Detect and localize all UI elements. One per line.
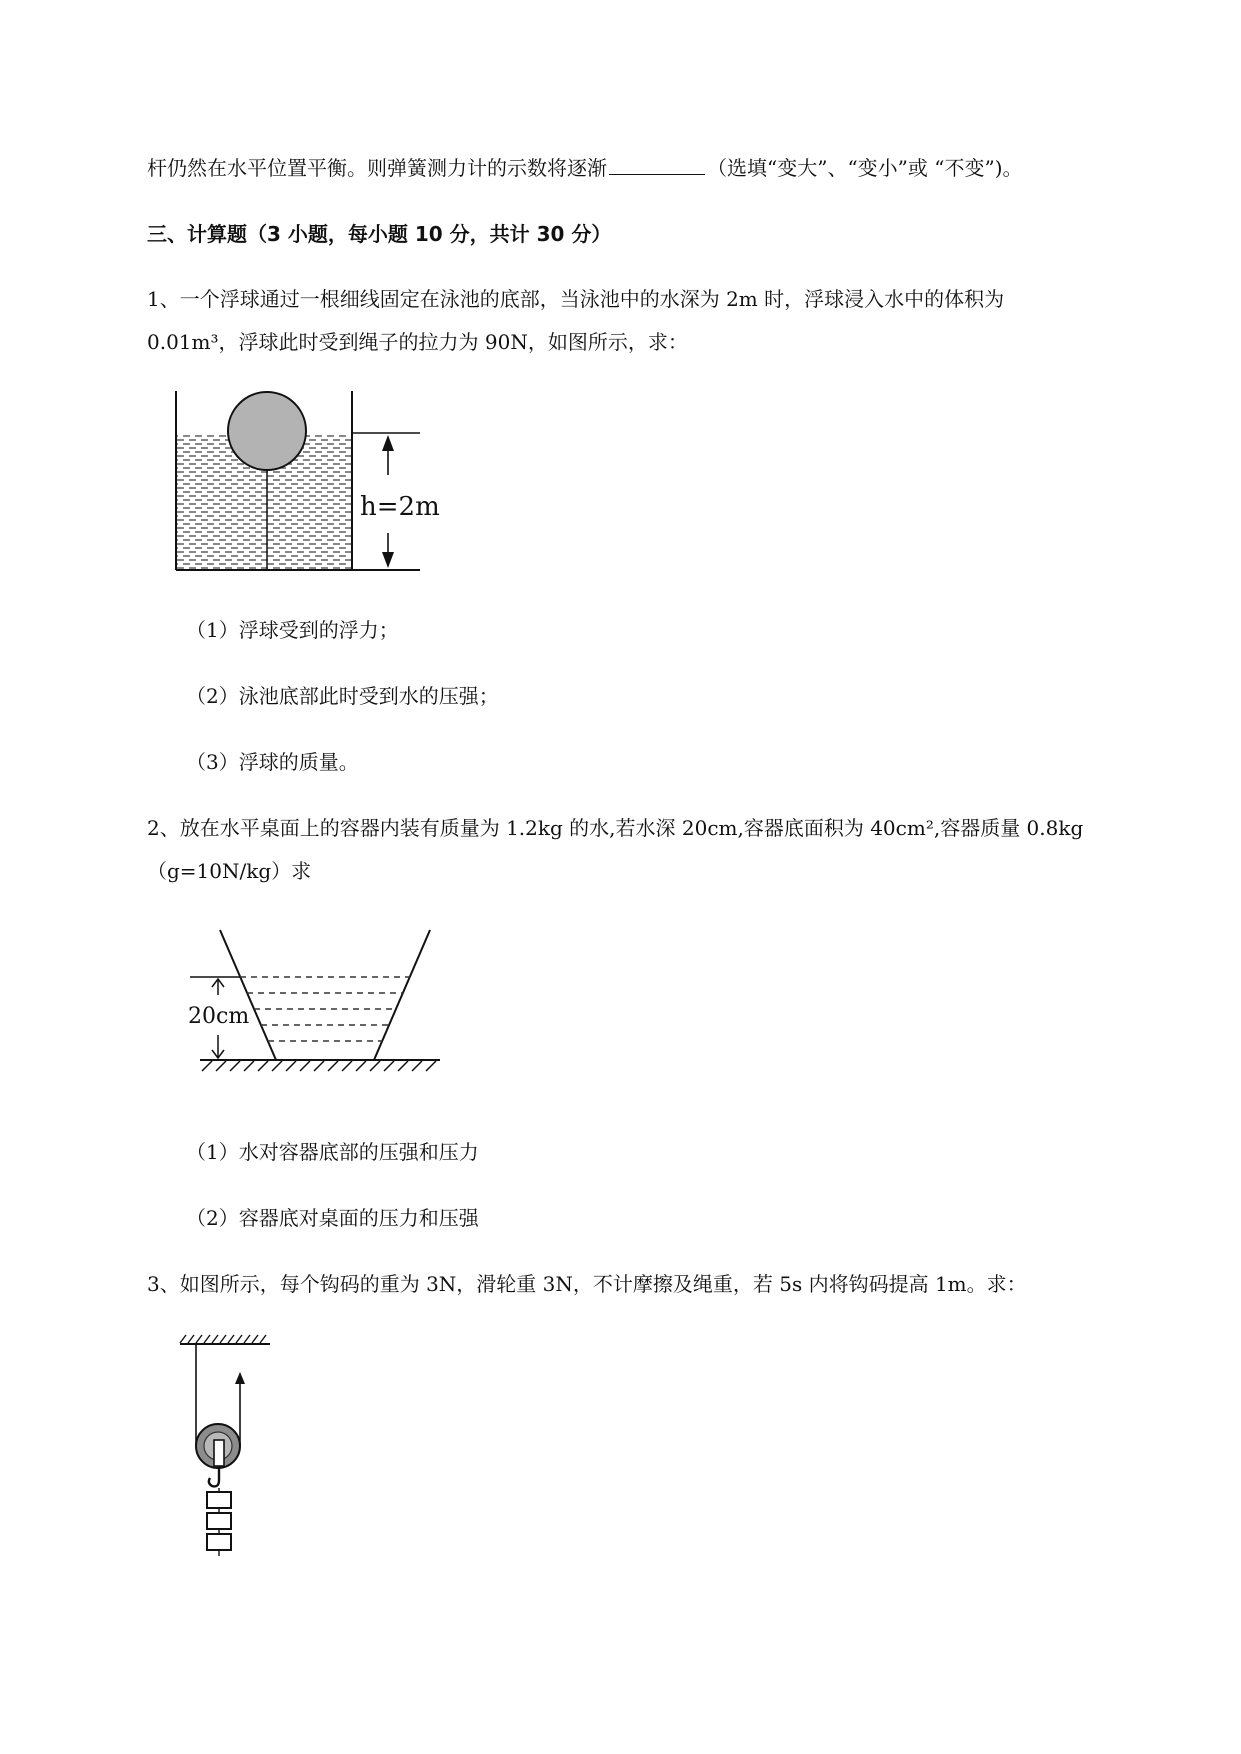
q1-text-line1: 1、一个浮球通过一根细线固定在泳池的底部，当泳池中的水深为 2m 时，浮球浸入水中的体积为 (147, 287, 1005, 311)
q3-text-line1: 3、如图所示，每个钩码的重为 3N，滑轮重 3N，不计摩擦及绳重，若 5s 内将钩码提高 1m。求： (147, 1272, 1027, 1296)
q2-text-line1: 2、放在水平桌面上的容器内装有质量为 1.2kg 的水,若水深 20cm,容器底面积为 40cm²,容器质量 0.8kg (147, 816, 1084, 840)
q2-figure-container (190, 925, 450, 1075)
q1-sub2: （2）泳池底部此时受到水的压强； (186, 684, 499, 708)
q2-sub2: （2）容器底对桌面的压力和压强 (186, 1206, 479, 1230)
q1-figure-label: h=2m (360, 492, 440, 522)
continuation-options: （选填“变大”、“变小”或 “不变”)。 (707, 156, 1023, 180)
continuation-line (147, 154, 1023, 182)
section-heading: 三、计算题（3 小题，每小题 10 分，共计 30 分） (147, 222, 612, 246)
q3-figure-pulley (170, 1330, 280, 1560)
q1-text-line2: 0.01m³，浮球此时受到绳子的拉力为 90N，如图所示，求： (147, 330, 688, 354)
continuation-text: 杆仍然在水平位置平衡。则弹簧测力计的示数将逐渐 (147, 156, 607, 180)
q2-sub1: （1）水对容器底部的压强和压力 (186, 1140, 479, 1164)
q2-figure-label: 20cm (188, 1004, 250, 1029)
q2-text-line2: （g=10N/kg）求 (147, 859, 312, 883)
q1-figure-pool (170, 385, 440, 575)
q1-sub3: （3）浮球的质量。 (186, 750, 359, 774)
answer-blank[interactable] (609, 154, 705, 175)
q1-sub1: （1）浮球受到的浮力； (186, 618, 399, 642)
